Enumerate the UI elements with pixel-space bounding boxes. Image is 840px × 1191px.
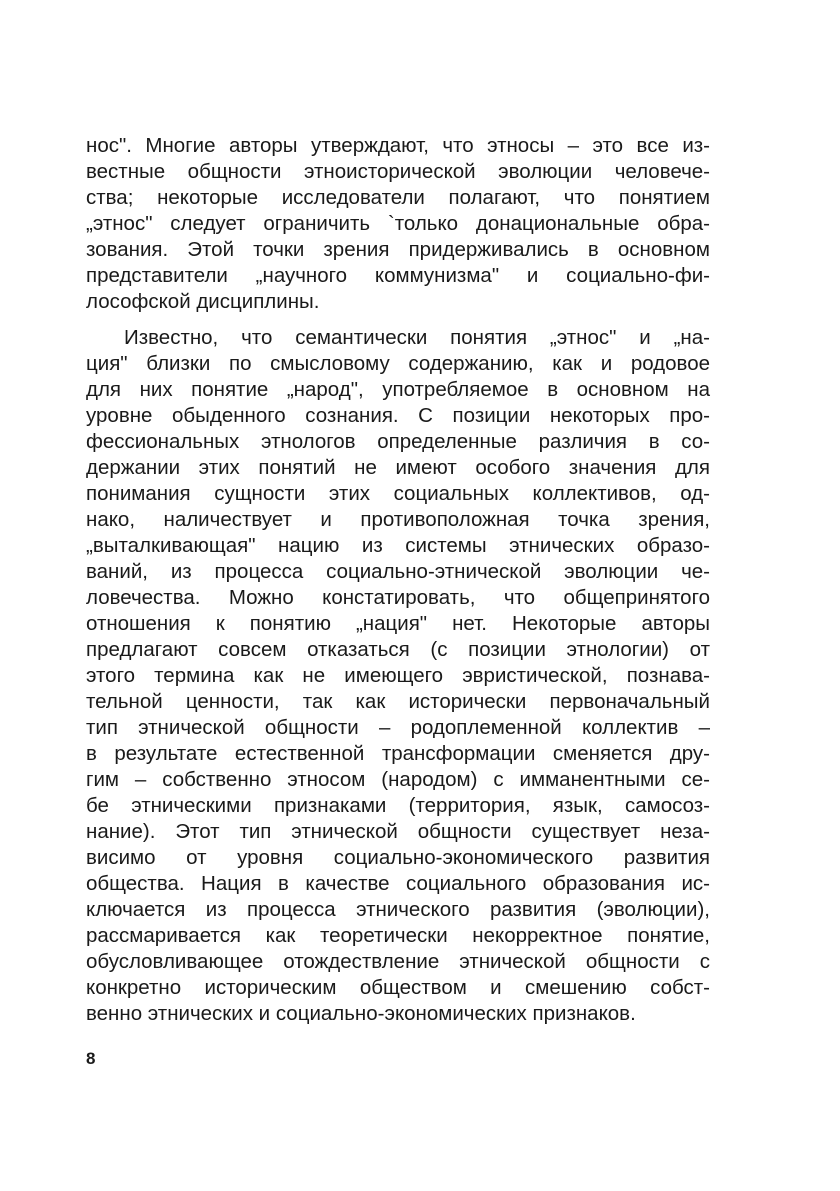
text-line: нако, наличествует и противоположная точка зрения,: [86, 508, 710, 531]
text-line: „этнос" следует ограничить `только донациональные обра-: [86, 212, 710, 235]
text-line: уровне обыденного сознания. С позиции некоторых про-: [86, 404, 710, 427]
text-line: общества. Нация в качестве социального образования ис-: [86, 872, 710, 895]
text-line: представители „научного коммунизма" и социально-фи-: [86, 264, 710, 287]
text-line: ция" близки по смысловому содержанию, как и родовое: [86, 352, 710, 375]
text-line: ваний, из процесса социально-этнической эволюции че-: [86, 560, 710, 583]
text-line: нос". Многие авторы утверждают, что этносы – это все из-: [86, 134, 710, 157]
text-line: отношения к понятию „нация" нет. Некоторые авторы: [86, 612, 710, 635]
text-line: держании этих понятий не имеют особого значения для: [86, 456, 710, 479]
text-line: нание). Этот тип этнической общности существует неза-: [86, 820, 710, 843]
text-line: ключается из процесса этнического развития (эволюции),: [86, 898, 710, 921]
text-line: конкретно историческим обществом и смешению собст-: [86, 976, 710, 999]
text-line: для них понятие „народ", употребляемое в основном на: [86, 378, 710, 401]
text-line: ства; некоторые исследователи полагают, что понятием: [86, 186, 710, 209]
text-line: в результате естественной трансформации сменяется дру-: [86, 742, 710, 765]
text-line: венно этнических и социально-экономических признаков.: [86, 1002, 636, 1025]
text-line: лософской дисциплины.: [86, 290, 320, 313]
text-line: бе этническими признаками (территория, язык, самосоз-: [86, 794, 710, 817]
text-line: понимания сущности этих социальных коллективов, од-: [86, 482, 710, 505]
paragraph-spacer: [86, 315, 710, 325]
paragraph-2: [86, 325, 710, 1027]
page-number: 8: [86, 1049, 96, 1068]
text-line: тип этнической общности – родоплеменной коллектив –: [86, 716, 710, 739]
text-line: фессиональных этнологов определенные различия в со-: [86, 430, 710, 453]
text-line: тельной ценности, так как исторически первоначальный: [86, 690, 710, 713]
text-line: предлагают совсем отказаться (с позиции этнологии) от: [86, 638, 710, 661]
text-line: „выталкивающая" нацию из системы этнических образо-: [86, 534, 710, 557]
text-line: Известно, что семантически понятия „этнос" и „на-: [124, 326, 710, 349]
body-text: [86, 133, 710, 1027]
text-line: обусловливающее отождествление этнической общности с: [86, 950, 710, 973]
text-line: рассмаривается как теоретически некорректное понятие,: [86, 924, 710, 947]
paragraph-1: [86, 133, 710, 315]
text-line: этого термина как не имеющего эвристической, познава-: [86, 664, 710, 687]
text-line: ловечества. Можно констатировать, что общепринятого: [86, 586, 710, 609]
text-line: гим – собственно этносом (народом) с имманентными се-: [86, 768, 710, 791]
text-line: зования. Этой точки зрения придерживались в основном: [86, 238, 710, 261]
text-line: вестные общности этноисторической эволюции человече-: [86, 160, 710, 183]
text-line: висимо от уровня социально-экономического развития: [86, 846, 710, 869]
